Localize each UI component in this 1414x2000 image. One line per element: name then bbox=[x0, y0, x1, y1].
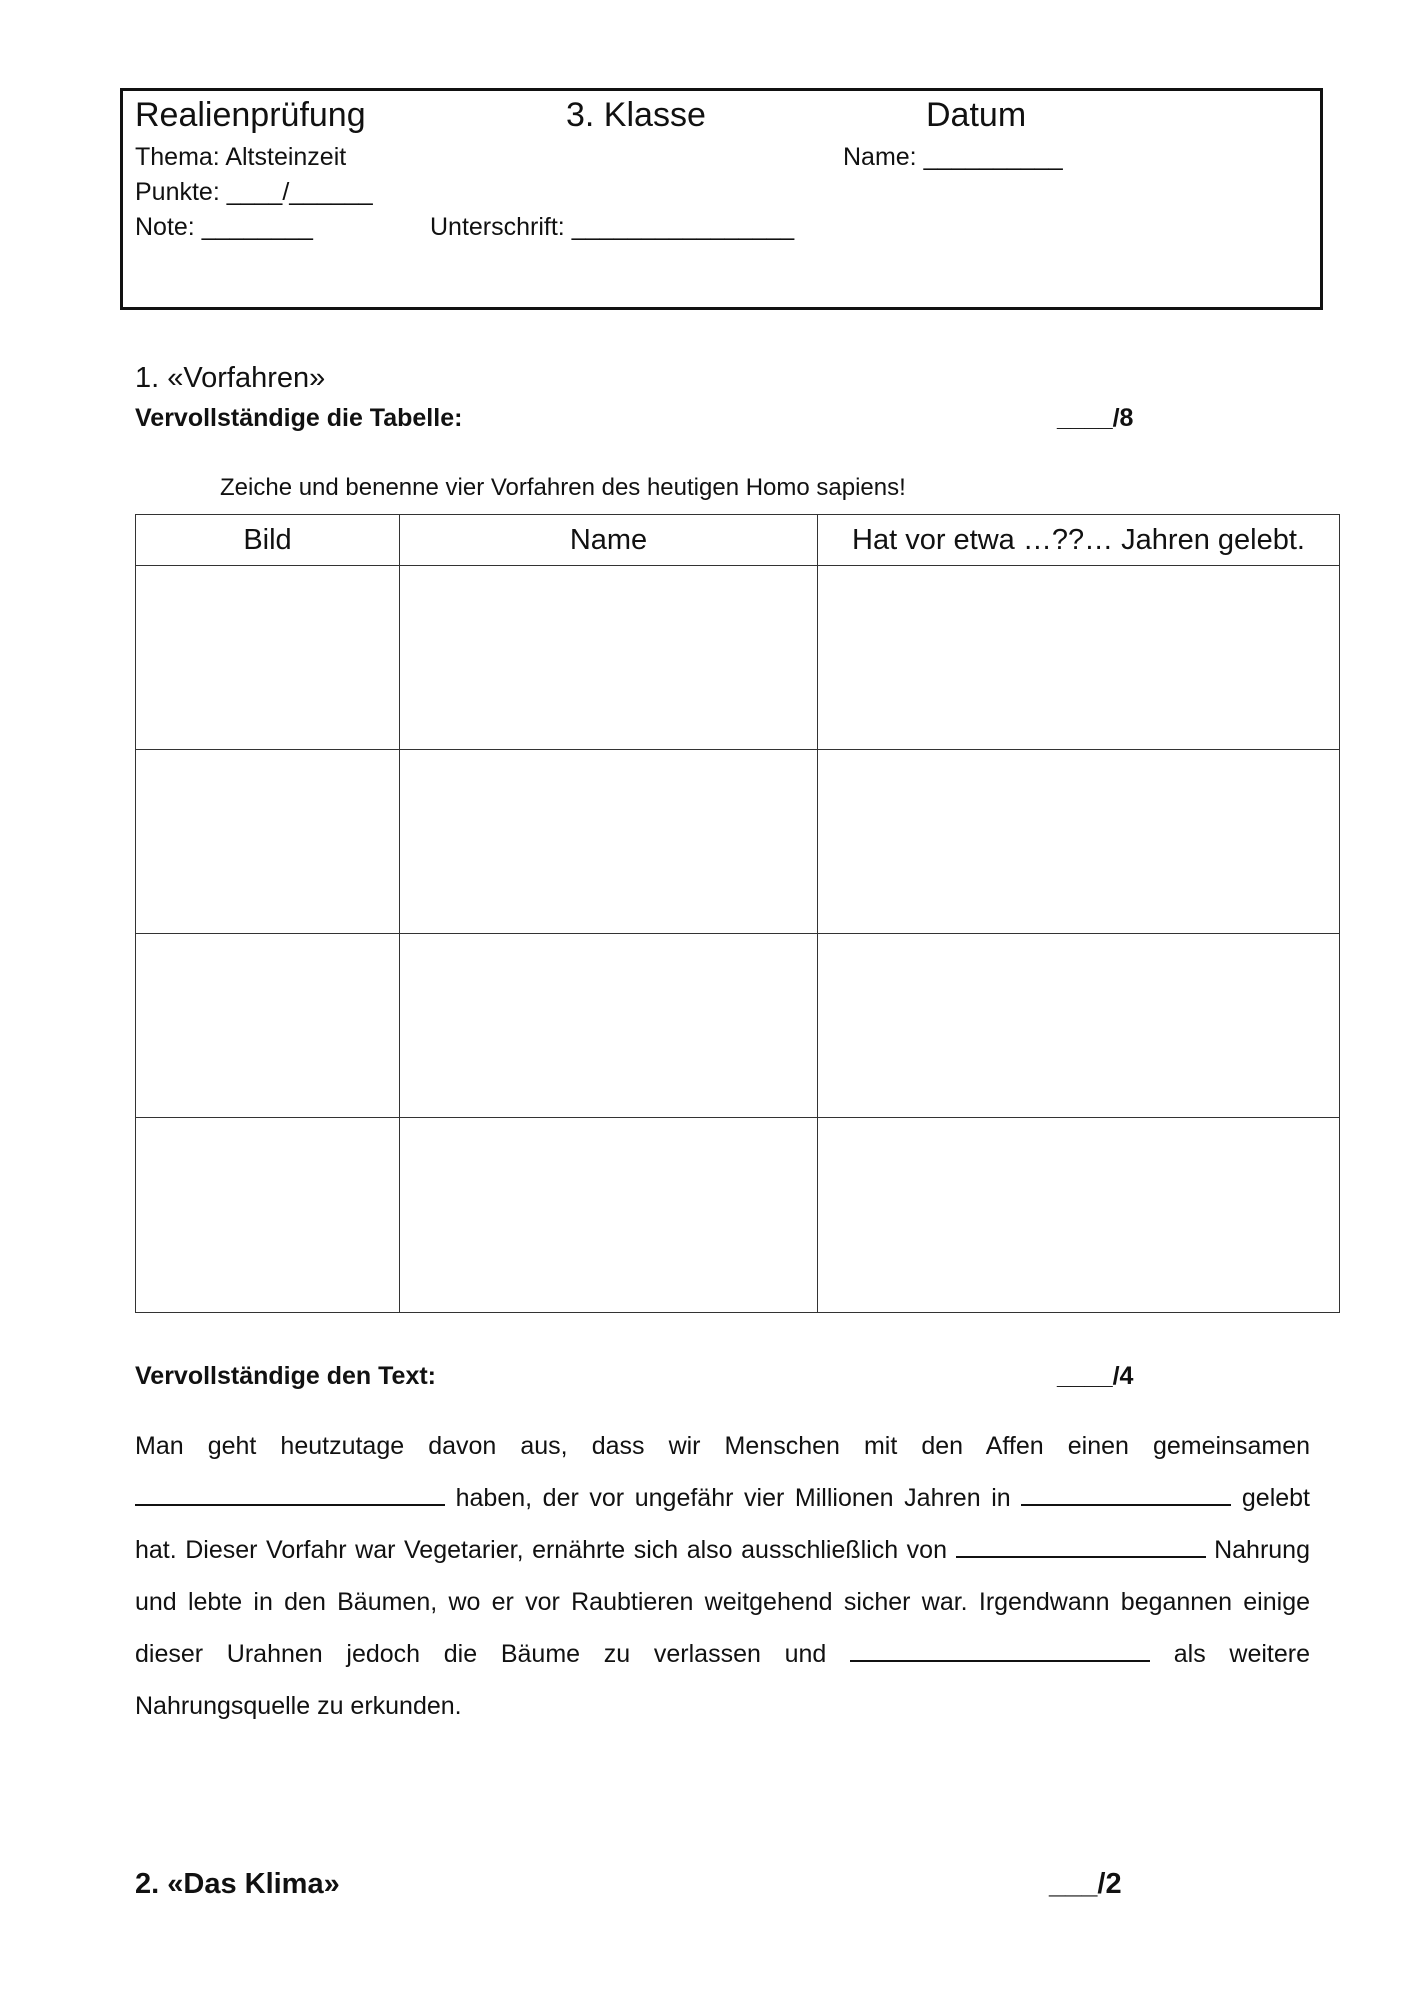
cloze-blank-source[interactable] bbox=[850, 1638, 1150, 1662]
grade-field: Note: ________ bbox=[135, 213, 313, 241]
class-label: 3. Klasse bbox=[566, 96, 706, 134]
header-bild: Bild bbox=[136, 515, 400, 566]
table-row bbox=[136, 566, 1340, 750]
table-score: ____/8 bbox=[1057, 404, 1134, 432]
cloze-text-5: als weitere Nahrungsquelle zu erkunden. bbox=[135, 1640, 1311, 1720]
cloze-paragraph bbox=[135, 1420, 1310, 1732]
lived-cell[interactable] bbox=[818, 566, 1340, 750]
picture-cell[interactable] bbox=[136, 750, 400, 934]
cloze-text-3: gelebt hat. Dieser Vorfahr war Vegetarier, ernährte sich also ausschließlich von bbox=[135, 1484, 1311, 1564]
text-score: ____/4 bbox=[1057, 1362, 1134, 1390]
header-lived: Hat vor etwa …??… Jahren gelebt. bbox=[818, 515, 1340, 566]
name-cell[interactable] bbox=[400, 750, 818, 934]
section2-title: 2. «Das Klima» bbox=[135, 1868, 340, 1900]
cloze-blank-place[interactable] bbox=[1021, 1482, 1231, 1506]
cloze-text-2: haben, der vor ungefähr vier Millionen Jahren in bbox=[455, 1484, 1011, 1512]
picture-cell[interactable] bbox=[136, 1118, 400, 1313]
name-cell[interactable] bbox=[400, 566, 818, 750]
table-instruction: Zeiche und benenne vier Vorfahren des heutigen Homo sapiens! bbox=[220, 474, 906, 501]
table-task-label: Vervollständige die Tabelle: bbox=[135, 404, 463, 432]
name-cell[interactable] bbox=[400, 934, 818, 1118]
table-row bbox=[136, 1118, 1340, 1313]
lived-cell[interactable] bbox=[818, 1118, 1340, 1313]
name-field: Name: __________ bbox=[843, 143, 1063, 171]
points-field: Punkte: ____/______ bbox=[135, 178, 373, 206]
picture-cell[interactable] bbox=[136, 566, 400, 750]
table-row bbox=[136, 750, 1340, 934]
signature-field: Unterschrift: ________________ bbox=[430, 213, 795, 241]
section1-title: 1. «Vorfahren» bbox=[135, 362, 326, 394]
picture-cell[interactable] bbox=[136, 934, 400, 1118]
lived-cell[interactable] bbox=[818, 750, 1340, 934]
exam-title: Realienprüfung bbox=[135, 96, 366, 134]
topic-label: Thema: Altsteinzeit bbox=[135, 143, 347, 171]
name-cell[interactable] bbox=[400, 1118, 818, 1313]
cloze-blank-ancestor[interactable] bbox=[135, 1482, 445, 1506]
date-label: Datum bbox=[926, 96, 1027, 134]
cloze-text-4: Nahrung und lebte in den Bäumen, wo er vor Raubtieren weitgehend sicher war. Irgendwann begannen einige dieser Urahnen jedoch die Bäume zu verlassen und bbox=[135, 1536, 1310, 1668]
ancestor-table bbox=[135, 514, 1340, 1313]
cloze-blank-food[interactable] bbox=[956, 1534, 1206, 1558]
section2-score: ___/2 bbox=[1049, 1868, 1122, 1900]
table-row bbox=[136, 934, 1340, 1118]
header-name: Name bbox=[400, 515, 818, 566]
lived-cell[interactable] bbox=[818, 934, 1340, 1118]
table-header-row bbox=[136, 515, 1340, 566]
cloze-text-1: Man geht heutzutage davon aus, dass wir Menschen mit den Affen einen gemeinsamen bbox=[135, 1432, 1310, 1460]
text-task-label: Vervollständige den Text: bbox=[135, 1362, 437, 1390]
